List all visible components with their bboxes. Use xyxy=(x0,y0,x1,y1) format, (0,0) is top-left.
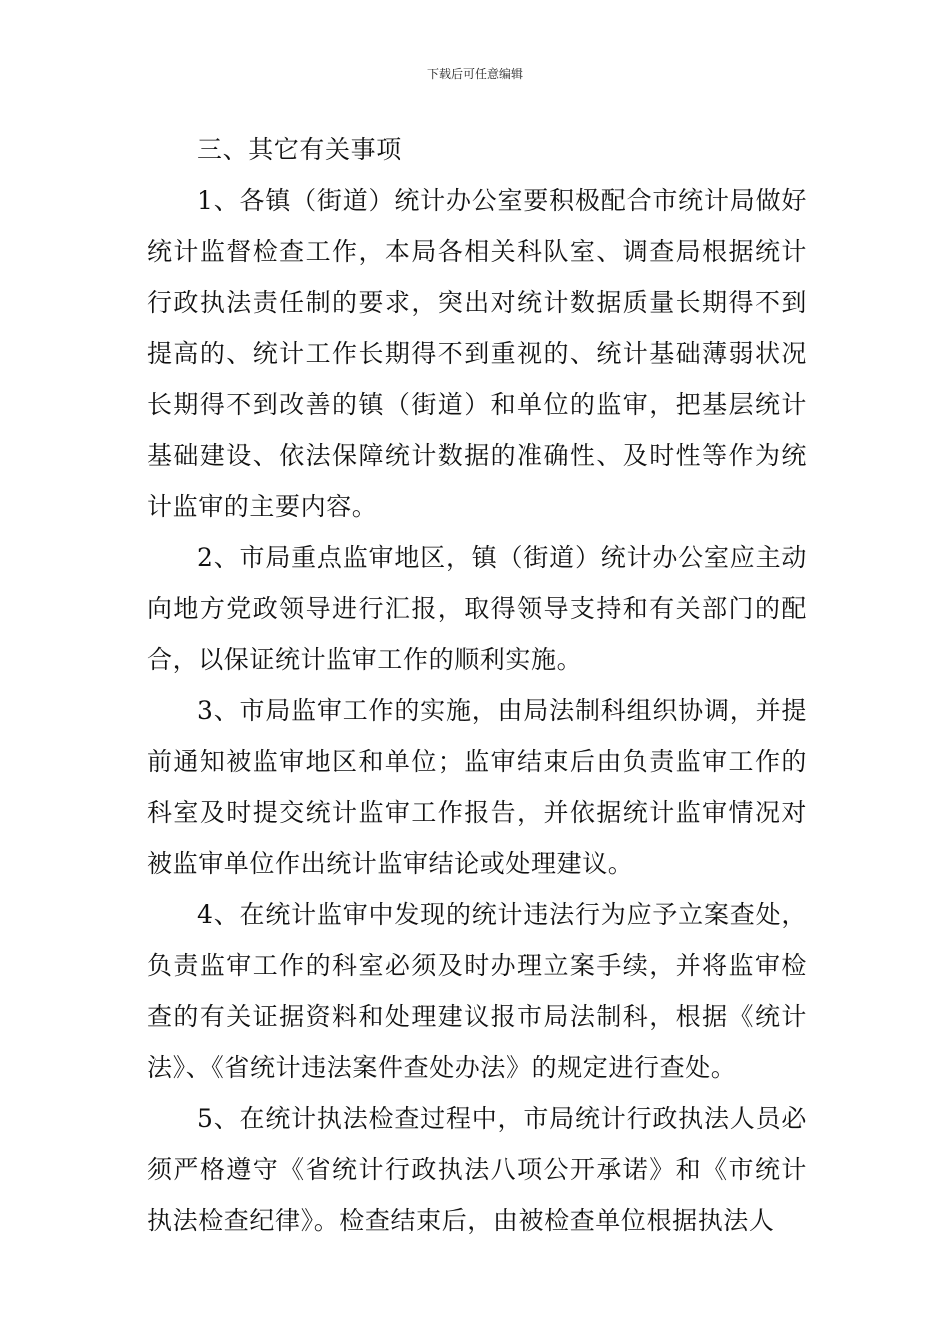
paragraph-5: 5、在统计执法检查过程中，市局统计行政执法人员必须严格遵守《省统计行政执法八项公开承诺》和《市统计执法检查纪律》。检查结束后，由被检查单位根据执法人 xyxy=(147,1104,807,1235)
paragraph-4: 4、在统计监审中发现的统计违法行为应予立案查处，负责监审工作的科室必须及时办理立案手续，并将监审检查的有关证据资料和处理建议报市局法制科，根据《统计法》、《省统计违法案件查处办法》的规定进行查处。 xyxy=(147,900,807,1082)
document-body xyxy=(147,124,807,1246)
section-heading: 三、其它有关事项 xyxy=(197,135,402,164)
paragraph-2: 2、市局重点监审地区，镇（街道）统计办公室应主动向地方党政领导进行汇报，取得领导支持和有关部门的配合，以保证统计监审工作的顺利实施。 xyxy=(147,543,807,674)
paragraph-3: 3、市局监审工作的实施，由局法制科组织协调，并提前通知被监审地区和单位；监审结束后由负责监审工作的科室及时提交统计监审工作报告，并依据统计监审情况对被监审单位作出统计监审结论或处理建议。 xyxy=(147,696,807,878)
page-header-note: 下载后可任意编辑 xyxy=(426,67,523,81)
paragraph-1: 1、各镇（街道）统计办公室要积极配合市统计局做好统计监督检查工作，本局各相关科队室、调查局根据统计行政执法责任制的要求，突出对统计数据质量长期得不到提高的、统计工作长期得不到重视的、统计基础薄弱状况长期得不到改善的镇（街道）和单位的监审，把基层统计基础建设、依法保障统计数据的准确性、及时性等作为统计监审的主要内容。 xyxy=(147,186,807,521)
